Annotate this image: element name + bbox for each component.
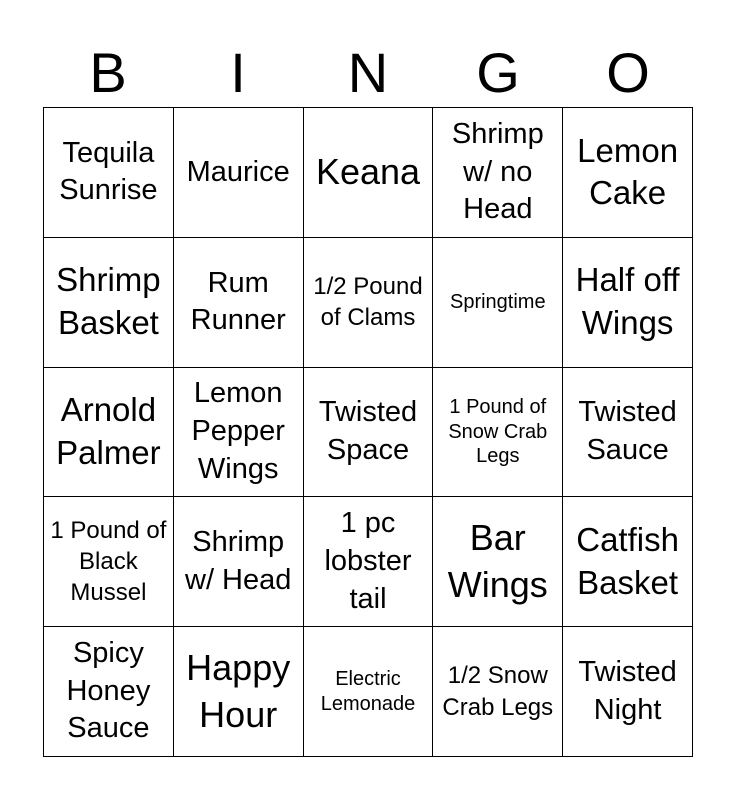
header-letter-g: G	[476, 41, 520, 104]
cell-label: 1 Pound of Black Mussel	[50, 517, 167, 607]
cell-label: Electric Lemonade	[320, 668, 416, 715]
bingo-cell-r4c2[interactable]	[174, 497, 304, 627]
cell-label: 1/2 Snow Crab Legs	[442, 662, 554, 721]
bingo-board	[43, 107, 693, 757]
bingo-cell-r3c1[interactable]	[44, 368, 174, 498]
bingo-cell-r4c3[interactable]	[304, 497, 434, 627]
cell-label: 1/2 Pound of Clams	[313, 273, 423, 332]
cell-label: Springtime	[449, 291, 546, 313]
bingo-cell-r3c5[interactable]	[563, 368, 693, 498]
bingo-cell-r1c4[interactable]	[433, 108, 563, 238]
header-letter-n: N	[347, 41, 389, 104]
bingo-cell-r2c1[interactable]	[44, 238, 174, 368]
bingo-cell-r4c1[interactable]	[44, 497, 174, 627]
bingo-cell-r5c4[interactable]	[433, 627, 563, 757]
bingo-cell-r3c4[interactable]	[433, 368, 563, 498]
cell-label: Twisted Night	[578, 655, 677, 726]
bingo-cell-r4c5[interactable]	[563, 497, 693, 627]
cell-label: Shrimp Basket	[56, 261, 161, 342]
cell-label: Rum Runner	[190, 266, 286, 337]
header-letter-o: O	[606, 41, 650, 104]
bingo-header	[43, 40, 693, 106]
bingo-cell-r5c2[interactable]	[174, 627, 304, 757]
bingo-cell-r1c3[interactable]	[304, 108, 434, 238]
cell-label: Happy Hour	[186, 646, 291, 735]
header-letter-i: I	[230, 41, 246, 104]
bingo-cell-r5c3[interactable]	[304, 627, 434, 757]
cell-label: Half off Wings	[575, 261, 680, 342]
cell-label: Twisted Space	[318, 396, 418, 466]
cell-label: Bar Wings	[447, 516, 548, 605]
bingo-cell-r3c3[interactable]	[304, 368, 434, 498]
cell-label: Keana	[315, 151, 421, 192]
cell-label: 1 Pound of Snow Crab Legs	[448, 396, 548, 468]
bingo-cell-r2c3[interactable]	[304, 238, 434, 368]
bingo-cell-r2c2[interactable]	[174, 238, 304, 368]
cell-label: Catfish Basket	[576, 520, 679, 601]
cell-label: Tequila Sunrise	[59, 136, 158, 207]
header-letter-b: B	[89, 41, 127, 104]
bingo-cell-r3c2[interactable]	[174, 368, 304, 498]
cell-label: Lemon Cake	[577, 131, 679, 212]
bingo-cell-r2c5[interactable]	[563, 238, 693, 368]
cell-label: Shrimp w/ no Head	[451, 117, 544, 226]
cell-label: Maurice	[186, 155, 290, 188]
cell-label: Twisted Sauce	[578, 396, 677, 466]
bingo-cell-r1c1[interactable]	[44, 108, 174, 238]
bingo-cell-r1c5[interactable]	[563, 108, 693, 238]
cell-label: Spicy Honey Sauce	[66, 637, 151, 745]
bingo-cell-r5c5[interactable]	[563, 627, 693, 757]
cell-label: Lemon Pepper Wings	[191, 377, 285, 485]
cell-label: Arnold Palmer	[56, 391, 161, 471]
cell-label: 1 pc lobster tail	[324, 507, 412, 615]
bingo-cell-r4c4[interactable]	[433, 497, 563, 627]
bingo-cell-r1c2[interactable]	[174, 108, 304, 238]
bingo-cell-r2c4[interactable]	[433, 238, 563, 368]
cell-label: Shrimp w/ Head	[185, 526, 292, 596]
bingo-cell-r5c1[interactable]	[44, 627, 174, 757]
